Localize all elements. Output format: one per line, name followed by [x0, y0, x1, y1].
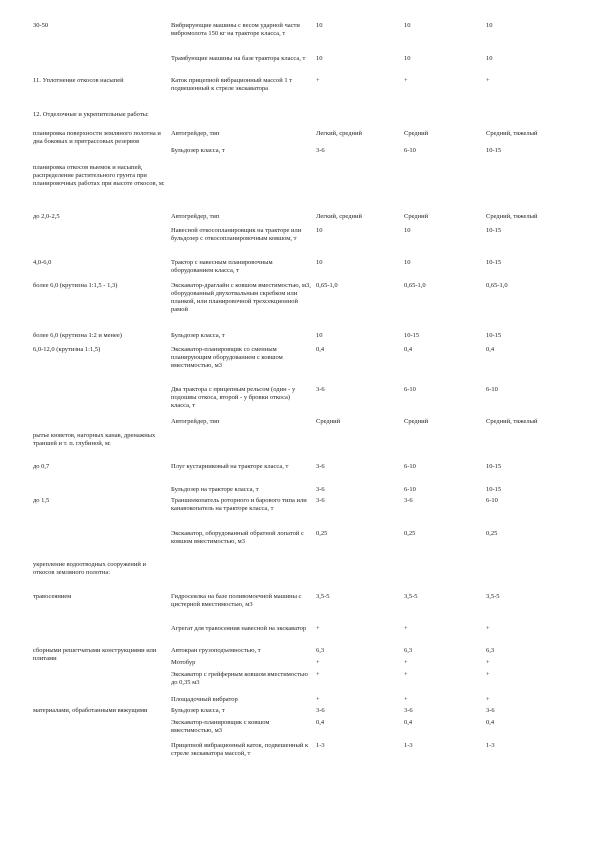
cell-value-small: 6,3 — [316, 647, 325, 654]
cell-value-large: 6-10 — [486, 497, 498, 504]
cell-work-type: рытье кюветов, нагорных канав, дренажных траншей и т. п. глубиной, м: — [33, 432, 156, 447]
cell-work-type: более 6,0 (крутизна 1:2 и менее) — [33, 332, 122, 339]
cell-machine: Бульдозер класса, т — [171, 707, 225, 714]
cell-machine: Экскаватор, оборудованный обратной лопатой с ковшом вместимостью, м3 — [171, 530, 304, 545]
cell-work-type: материалами, обработанными вяжущими — [33, 707, 148, 714]
cell-value-large: Средний, тяжелый — [486, 130, 538, 137]
cell-machine: Автогрейдер, тип — [171, 418, 220, 425]
cell-value-small: 10 — [316, 22, 323, 29]
cell-value-large: + — [486, 696, 490, 703]
cell-value-small: + — [316, 77, 320, 84]
cell-value-medium: 6-10 — [404, 486, 416, 493]
cell-value-small: 0,4 — [316, 346, 325, 353]
cell-value-medium: 10 — [404, 259, 411, 266]
cell-value-large: 0,4 — [486, 719, 495, 726]
cell-value-small: 1-3 — [316, 742, 325, 749]
cell-machine: Трамбующие машины на базе трактора класса, т — [171, 55, 306, 62]
cell-value-large: 3,5-5 — [486, 593, 500, 600]
cell-machine: Бульдозер класса, т — [171, 332, 225, 339]
cell-value-medium: 10 — [404, 55, 411, 62]
cell-value-large: 6-10 — [486, 386, 498, 393]
cell-value-small: 10 — [316, 259, 323, 266]
cell-value-small: 3-6 — [316, 486, 325, 493]
cell-value-medium: + — [404, 671, 408, 678]
cell-value-small: Легкий, средний — [316, 130, 362, 137]
cell-value-small: 3-6 — [316, 497, 325, 504]
cell-machine: Автогрейдер, тип — [171, 213, 220, 220]
cell-work-type: 11. Уплотнение откосов насыпей — [33, 77, 124, 84]
cell-value-large: Средний, тяжелый — [486, 418, 538, 425]
cell-value-small: 3-6 — [316, 707, 325, 714]
cell-machine: Плуг кустарниковый на тракторе класса, т — [171, 463, 289, 470]
cell-value-medium: 3,5-5 — [404, 593, 418, 600]
cell-value-medium: 0,4 — [404, 719, 413, 726]
cell-value-large: 10 — [486, 22, 493, 29]
cell-machine: Автокран грузоподъемностью, т — [171, 647, 261, 654]
cell-work-type: планировка поверхности земляного полотна и дна боковых и притрассовых резервов — [33, 130, 161, 145]
cell-machine: Мотобур — [171, 659, 196, 666]
cell-value-large: 6,3 — [486, 647, 495, 654]
cell-value-large: 0,65-1,0 — [486, 282, 508, 289]
cell-work-type: 12. Отделочные и укрепительные работы: — [33, 111, 149, 118]
cell-value-medium: + — [404, 77, 408, 84]
cell-value-medium: 0,25 — [404, 530, 416, 537]
cell-value-small: 0,4 — [316, 719, 325, 726]
cell-value-medium: + — [404, 696, 408, 703]
cell-value-large: + — [486, 659, 490, 666]
cell-value-small: 3-6 — [316, 463, 325, 470]
cell-value-large: 10-15 — [486, 259, 502, 266]
cell-value-small: 10 — [316, 227, 323, 234]
cell-machine: Экскаватор-драглайн с ковшом вместимостью, м3, оборудованный двухотвальным скребком или планкой, или планировочной трехсекционной рамой — [171, 282, 311, 313]
cell-value-large: 10 — [486, 55, 493, 62]
cell-value-medium: 6,3 — [404, 647, 413, 654]
cell-value-small: Легкий, средний — [316, 213, 362, 220]
cell-value-large: Средний, тяжелый — [486, 213, 538, 220]
cell-value-medium: 6-10 — [404, 147, 416, 154]
cell-machine: Прицепной вибрационный каток, подвешенный к стреле экскаватора массой, т — [171, 742, 309, 757]
cell-machine: Бульдозер на тракторе класса, т — [171, 486, 259, 493]
cell-value-large: 10-15 — [486, 332, 502, 339]
cell-value-medium: 3-6 — [404, 707, 413, 714]
cell-value-large: 10-15 — [486, 486, 502, 493]
cell-work-type: до 1,5 — [33, 497, 50, 504]
cell-work-type: до 2,0-2,5 — [33, 213, 60, 220]
cell-value-large: + — [486, 671, 490, 678]
cell-value-small: 0,25 — [316, 530, 328, 537]
cell-value-medium: + — [404, 625, 408, 632]
cell-work-type: 4,0-6,0 — [33, 259, 52, 266]
cell-machine: Навесной откосопланировщик на тракторе или бульдозер с откосопланировочным ковшом, т — [171, 227, 302, 242]
cell-value-large: + — [486, 625, 490, 632]
cell-value-small: + — [316, 696, 320, 703]
cell-value-large: 1-3 — [486, 742, 495, 749]
cell-machine: Трактор с навесным планировочным оборудованием класса, т — [171, 259, 273, 274]
cell-value-small: + — [316, 659, 320, 666]
cell-work-type: 30-50 — [33, 22, 49, 29]
cell-value-small: 10 — [316, 55, 323, 62]
cell-machine: Экскаватор-планировщик с ковшом вместимостью, м3 — [171, 719, 270, 734]
cell-value-small: + — [316, 671, 320, 678]
cell-machine: Площадочный вибратор — [171, 696, 238, 703]
cell-work-type: укрепление водоотводных сооружений и откосов земляного полотна: — [33, 561, 146, 576]
cell-work-type: более 6,0 (крутизна 1:1,5 - 1,3) — [33, 282, 118, 289]
cell-value-medium: Средний — [404, 213, 429, 220]
cell-machine: Агрегат для травосеяния навесной на экскаватор — [171, 625, 307, 632]
cell-value-medium: + — [404, 659, 408, 666]
cell-work-type: планировка откосов выемок и насыпей, распределение растительного грунта при планировочных работах при высоте откосов, м: — [33, 164, 165, 187]
cell-value-large: 3-6 — [486, 707, 495, 714]
cell-value-small: + — [316, 625, 320, 632]
cell-value-medium: 6-10 — [404, 386, 416, 393]
cell-value-large: 0,4 — [486, 346, 495, 353]
cell-work-type: до 0,7 — [33, 463, 50, 470]
cell-value-medium: Средний — [404, 130, 429, 137]
cell-value-small: 0,65-1,0 — [316, 282, 338, 289]
cell-machine: Гидросеялка на базе поливомоечной машины с цистерной вместимостью, м3 — [171, 593, 302, 608]
cell-work-type: травосеянием — [33, 593, 72, 600]
cell-value-medium: 0,4 — [404, 346, 413, 353]
cell-value-small: 10 — [316, 332, 323, 339]
cell-value-medium: 0,65-1,0 — [404, 282, 426, 289]
cell-value-medium: 10 — [404, 227, 411, 234]
cell-value-large: + — [486, 77, 490, 84]
cell-value-medium: 10 — [404, 22, 411, 29]
cell-machine: Экскаватор с грейферным ковшом вместимостью до 0,35 м3 — [171, 671, 308, 686]
cell-machine: Вибрирующие машины с весом ударной части вибромолота 150 кг на тракторе класса, т — [171, 22, 300, 37]
cell-value-medium: Средний — [404, 418, 429, 425]
cell-value-small: 3-6 — [316, 147, 325, 154]
cell-value-medium: 1-3 — [404, 742, 413, 749]
cell-value-small: Средний — [316, 418, 341, 425]
cell-value-medium: 10-15 — [404, 332, 420, 339]
cell-value-large: 10-15 — [486, 147, 502, 154]
cell-value-large: 0,25 — [486, 530, 498, 537]
cell-value-small: 3-6 — [316, 386, 325, 393]
cell-value-large: 10-15 — [486, 227, 502, 234]
cell-machine: Каток прицепной вибрационный массой 1 т подвешенный к стреле экскаватора — [171, 77, 293, 92]
cell-machine: Траншеекопатель роторного и барового типа или канавокопатель на тракторе класса, т — [171, 497, 307, 512]
cell-machine: Два трактора с прицепным рельсом (один - у подошвы откоса, второй - у бровки откоса) класса, т — [171, 386, 296, 409]
cell-work-type: сборными решетчатыми конструкциями или плитами — [33, 647, 157, 662]
cell-value-medium: 6-10 — [404, 463, 416, 470]
cell-value-small: 3,5-5 — [316, 593, 330, 600]
cell-value-large: 10-15 — [486, 463, 502, 470]
cell-machine: Экскаватор-планировщик со сменным планирующим оборудованием с ковшом вместимостью, м3 — [171, 346, 283, 369]
cell-machine: Автогрейдер, тип — [171, 130, 220, 137]
cell-machine: Бульдозер класса, т — [171, 147, 225, 154]
cell-value-medium: 3-6 — [404, 497, 413, 504]
cell-work-type: 6,0-12,0 (крутизна 1:1,5) — [33, 346, 101, 353]
